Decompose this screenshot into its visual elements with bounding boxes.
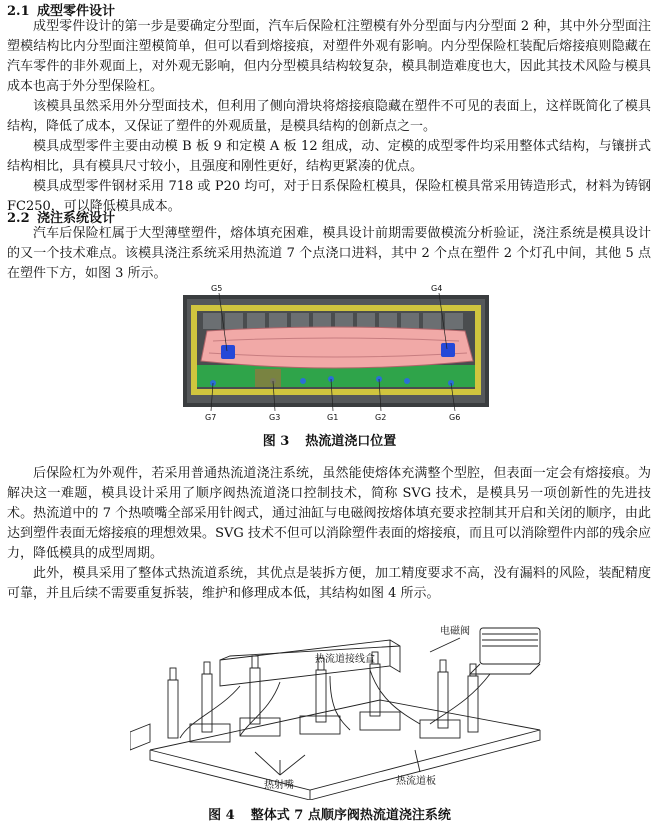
gate-label-g6: G6: [449, 413, 461, 422]
section-number: 2.2: [7, 211, 30, 226]
figure-title: 热流道浇口位置: [305, 434, 397, 449]
section-title: 浇注系统设计: [37, 211, 116, 226]
figure-4-caption: [0, 804, 659, 823]
figure-3-caption: [0, 430, 659, 449]
paragraph: 模具成型零件钢材采用 718 或 P20 均可，对于日系保险杠模具，保险杠模具常采用铸造形式，材料为铸钢 FC250，可以降低模具成本。: [7, 179, 651, 214]
gate-label-g3: G3: [269, 413, 281, 422]
figure-4-image: [130, 620, 550, 800]
label-nozzle: 热射嘴: [264, 780, 294, 791]
section-title: 成型零件设计: [37, 4, 116, 19]
figure-number: 图 3: [262, 434, 290, 449]
paragraph: 成型零件设计的第一步是要确定分型面，汽车后保险杠注塑模有外分型面与内分型面 2 种，其中外分型面注塑模结构比内分型面注塑模简单，但可以看到熔接痕，对塑件外观有影响。内分型保险杠装配后熔接痕则隐藏在汽车零件的非外观面上，对外观无影响，但内分型模具结构较复杂，模具制造难度也大，因此其技术风险与模具成本也高于外分型保险杠。: [7, 19, 651, 94]
paragraph: 汽车后保险杠属于大型薄壁塑件，熔体填充困难，模具设计前期需要做模流分析验证，浇注系统是模具设计的又一个技术难点。该模具浇注系统采用热流道 7 个点浇口进料，其中 2 个点在塑件 2 个灯孔中间，其他 5 点在塑件下方，如图 3 所示。: [7, 226, 651, 281]
label-manifold: 热流道板: [396, 776, 436, 787]
figure-number: 图 4: [208, 808, 235, 823]
body-after-figure-3: [7, 464, 651, 604]
label-junction-box: 热流道接线盒: [315, 654, 375, 665]
gate-label-g7: G7: [205, 413, 217, 422]
paragraph: 模具成型零件主要由动模 B 板 9 和定模 A 板 12 组成，动、定模的成型零件均采用整体式结构，与镶拼式结构相比，具有模具尺寸较小，且强度和刚性更好，结构更紧凑的优点。: [7, 139, 651, 174]
gate-label-g2: G2: [375, 413, 387, 422]
paragraph: 此外，模具采用了整体式热流道系统，其优点是装拆方便，加工精度要求不高，没有漏料的风险，装配精度可靠，并且后续不需要重复拆装，维护和修理成本低，其结构如图 4 所示。: [7, 566, 651, 601]
figure-3-image: [183, 283, 493, 423]
gate-label-g5: G5: [211, 284, 223, 293]
paragraph: 后保险杠为外观件，若采用普通热流道浇注系统，虽然能使熔体充满整个型腔，但表面一定会有熔接痕。为解决这一难题，模具设计采用了顺序阀热流道浇口控制技术，简称 SVG 技术，是模具另一项创新性的先进技术。热流道中的 7 个热喷嘴全部采用针阀式，通过油缸与电磁阀按熔体填充要求控制其开启和关闭的顺序，由此达到塑件表面无熔接痕的理想效果。SVG 技术不但可以消除塑件表面的熔接痕，而且可以消除塑件内部的残余应力，降低模具的成型周期。: [7, 466, 651, 561]
section-number: 2.1: [7, 4, 30, 19]
paragraph: 该模具虽然采用外分型面技术，但利用了侧向滑块将熔接痕隐藏在塑件不可见的表面上，这样既简化了模具结构，降低了成本，又保证了塑件的外观质量，是模具结构的创新点之一。: [7, 99, 651, 134]
label-solenoid: 电磁阀: [440, 626, 470, 637]
figure-title: 整体式 7 点顺序阀热流道浇注系统: [250, 808, 451, 823]
gate-label-g1: G1: [327, 413, 339, 422]
gate-label-g4: G4: [431, 284, 443, 293]
section-2-1-body: [7, 17, 651, 217]
section-2-2-body: [7, 224, 651, 284]
